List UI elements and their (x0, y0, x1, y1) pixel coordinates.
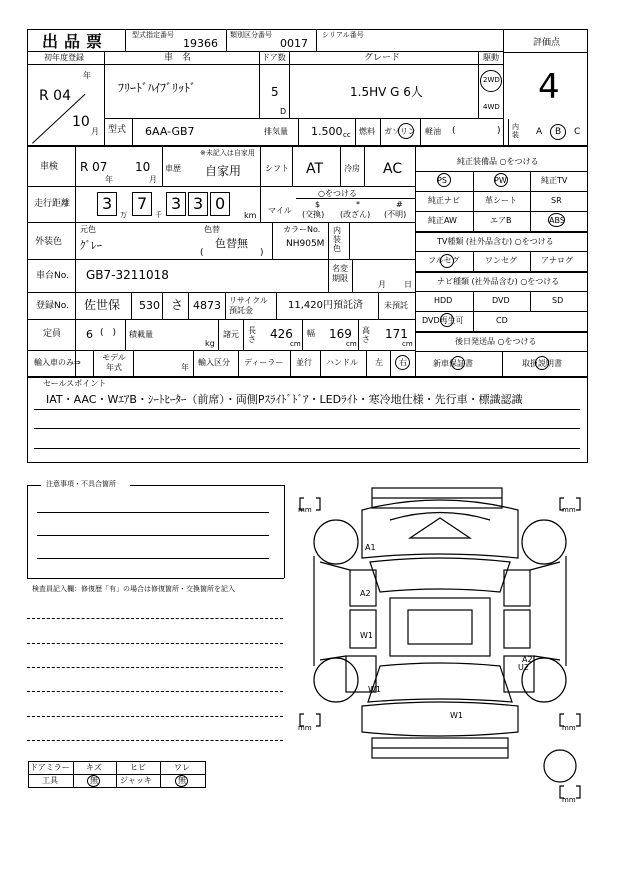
original-color-value: ｸﾞﾚｰ (80, 239, 102, 252)
chassis-value: GB7-3211018 (86, 268, 169, 282)
inspection-month: 10 (135, 160, 151, 174)
shift-value: AT (306, 161, 324, 177)
first-reg-month: 10 (72, 114, 90, 130)
width-label: 幅 (307, 329, 315, 338)
length-value: 426 (270, 327, 293, 341)
displacement-value: 1.500 (311, 125, 343, 138)
model-value: 6AA-GB7 (145, 125, 195, 138)
original-color-label: 元色 (80, 225, 96, 234)
legend-jack: ジャッキ (120, 776, 152, 785)
mileage-digit-5: 0 (215, 194, 226, 213)
recycle-amount: 11,420円預託済 (288, 300, 363, 311)
later-title: 後日発送品 ○をつける (455, 337, 537, 346)
navi-cd: CD (496, 316, 508, 325)
svg-text:mm: mm (562, 506, 576, 514)
equip-aw: 純正AW (428, 216, 457, 225)
car-name-label: 車 名 (164, 53, 192, 63)
color-no-value: NH905M (286, 239, 325, 249)
equip-leather: 革シート (485, 196, 517, 205)
capacity-value: 6 (86, 328, 93, 341)
capacity-label: 定員 (43, 329, 62, 339)
class-label: 類別区分番号 (230, 31, 272, 39)
svg-text:W1: W1 (360, 631, 373, 640)
doors-label: ドア数 (262, 53, 286, 62)
title-change-label: 名変期限 (332, 264, 348, 283)
aircon-label: 冷房 (344, 164, 360, 173)
sales-label: セールスポイント (43, 379, 107, 388)
grade-label: グレード (364, 53, 401, 63)
reg-no-label: 登録No. (36, 301, 69, 311)
inspection-label: 車検 (40, 162, 59, 172)
navi-dvd: DVD (492, 296, 510, 305)
tv-one: ワンセグ (485, 256, 517, 265)
shift-label: シフト (265, 164, 289, 173)
svg-text:mm: mm (562, 796, 576, 804)
color-no-label: カラーNo. (283, 225, 321, 234)
drive-2wd: 2WD (483, 76, 500, 84)
mile-label: マイル (268, 206, 292, 215)
equip-pw: PW (494, 176, 507, 185)
color-change-value: 色替無 (215, 237, 248, 250)
import-parallel: 並行 (296, 358, 312, 367)
dimensions-label: 諸元 (223, 330, 239, 339)
interior-label: 内装 (512, 123, 519, 139)
legend-mirror: ドアミラー (30, 763, 70, 772)
unpaid-label: 未預託 (384, 301, 408, 310)
history-value: 自家用 (205, 164, 242, 178)
rating-label: 評価点 (533, 38, 561, 48)
doors-value: 5 (271, 85, 279, 99)
import-dealer: ディーラー (244, 358, 284, 367)
fuel-gasoline: ガソリン (384, 127, 416, 136)
drive-4wd: 4WD (483, 103, 500, 111)
svg-text:A2: A2 (360, 589, 371, 598)
mileage-digit-1: 3 (102, 194, 113, 213)
class-value: 0017 (280, 37, 308, 50)
car-diagram (290, 470, 600, 810)
model-year-label: モデル年式 (102, 353, 126, 372)
interior-grade-c: C (574, 127, 581, 137)
model-label: 型式 (108, 125, 127, 135)
svg-text:W1: W1 (450, 711, 463, 720)
history-label: 車歴 (165, 164, 181, 173)
handle-right: 右 (399, 358, 407, 367)
legend-tool: 工具 (42, 776, 58, 785)
equip-sr: SR (551, 196, 562, 205)
length-label: 長さ (248, 326, 256, 344)
first-reg-era: R 04 (39, 88, 71, 104)
fuel-label: 燃料 (359, 127, 375, 136)
displacement-label: 排気量 (264, 127, 288, 136)
color-label: 外装色 (35, 237, 63, 247)
tv-analog: アナログ (541, 256, 573, 265)
tv-title: TV種類 (社外品含む) ○をつける (437, 237, 554, 246)
height-label: 高さ (362, 326, 370, 344)
equip-tv: 純正TV (541, 176, 568, 185)
svg-text:mm: mm (298, 506, 312, 514)
later-manual: 取扱説明書 (522, 359, 562, 368)
mileage-digit-2: 7 (137, 194, 148, 213)
recycle-label: リサイクル預託金 (229, 296, 268, 315)
first-reg-label: 初年度登録 (44, 53, 84, 62)
interior-grade-b: B (555, 127, 562, 137)
navi-sd: SD (552, 296, 564, 305)
equip-ps: PS (437, 176, 447, 185)
handle-left: 左 (375, 358, 383, 367)
import-label: 輸入車のみ⇒ (34, 358, 81, 367)
later-warranty: 新車保証書 (433, 359, 473, 368)
mileage-label: 走行距離 (34, 199, 71, 209)
equip-airbag: エアB (490, 216, 512, 225)
reg-number: 4873 (193, 299, 221, 312)
interior-color-label: 内装色 (333, 226, 341, 253)
navi-dvd-play: DVD再生可 (422, 316, 464, 325)
mileage-digit-4: 3 (193, 194, 204, 213)
load-label: 積載量 (129, 330, 153, 339)
reg-class: 530 (139, 299, 160, 312)
equip-navi: 純正ナビ (428, 196, 460, 205)
legend-jack-value: 無 (178, 776, 186, 785)
form-title: 出品票 (42, 32, 109, 51)
handle-label: ハンドル (326, 358, 358, 367)
rating-value: 4 (538, 67, 560, 107)
legend-tool-value: 無 (90, 776, 98, 785)
inspection-value: R 07 (80, 160, 108, 174)
tire-brackets (298, 506, 576, 804)
width-value: 169 (329, 327, 352, 341)
sales-text: IAT・AAC・WｴｱB・ｼｰﾄﾋｰﾀｰ（前席）・両側Pｽﾗｲﾄﾞﾄﾞｱ・LEDﾗｲﾄ・寒冷地仕様・先行車・標識認識 (46, 393, 523, 406)
height-value: 171 (385, 327, 408, 341)
legend-crack: ヒビ (130, 763, 146, 772)
svg-text:mm: mm (298, 724, 312, 732)
navi-hdd: HDD (434, 296, 453, 305)
tv-full: フルセグ (428, 256, 460, 265)
svg-text:mm: mm (562, 724, 576, 732)
bracket-marks (300, 498, 580, 798)
chassis-label: 車台No. (36, 271, 69, 281)
svg-text:A1: A1 (365, 543, 376, 552)
fuel-light: 軽油 (425, 127, 441, 136)
equip-abs: ABS (549, 216, 565, 225)
car-name: ﾌﾘｰﾄﾞﾊｲﾌﾞﾘｯﾄﾞ (118, 81, 197, 95)
legend-break: ワレ (174, 763, 190, 772)
inspector-label: 検査員記入欄：修復歴「有」の場合は修復箇所・交換箇所を記入 (32, 585, 235, 593)
svg-text:W1: W1 (368, 685, 381, 694)
attach-label: ○をつける (318, 189, 357, 198)
aircon-value: AC (383, 161, 403, 177)
reg-area: 佐世保 (84, 298, 121, 312)
mileage-digit-3: 3 (171, 194, 182, 213)
import-type-label: 輸入区分 (198, 358, 230, 367)
color-change-label: 色替 (204, 225, 220, 234)
svg-text:U2: U2 (518, 663, 529, 672)
navi-title: ナビ種類 (社外品含む) ○をつける (437, 277, 560, 286)
svg-text:A2: A2 (522, 655, 533, 664)
legend-scratch: キズ (86, 763, 102, 772)
serial-label: シリアル番号 (322, 31, 364, 39)
drive-label: 駆動 (483, 53, 499, 62)
caution-label: 注意事項・不具合箇所 (46, 480, 116, 488)
standard-title: 純正装備品 ○をつける (457, 157, 539, 166)
reg-kana: さ (171, 298, 184, 312)
form-model-value: 19366 (183, 37, 218, 50)
interior-grade-a: A (536, 127, 543, 137)
form-model-label: 型式指定番号 (132, 31, 174, 39)
grade-value: 1.5HV G 6人 (350, 85, 423, 99)
history-note: ※未記入は自家用 (200, 149, 255, 157)
